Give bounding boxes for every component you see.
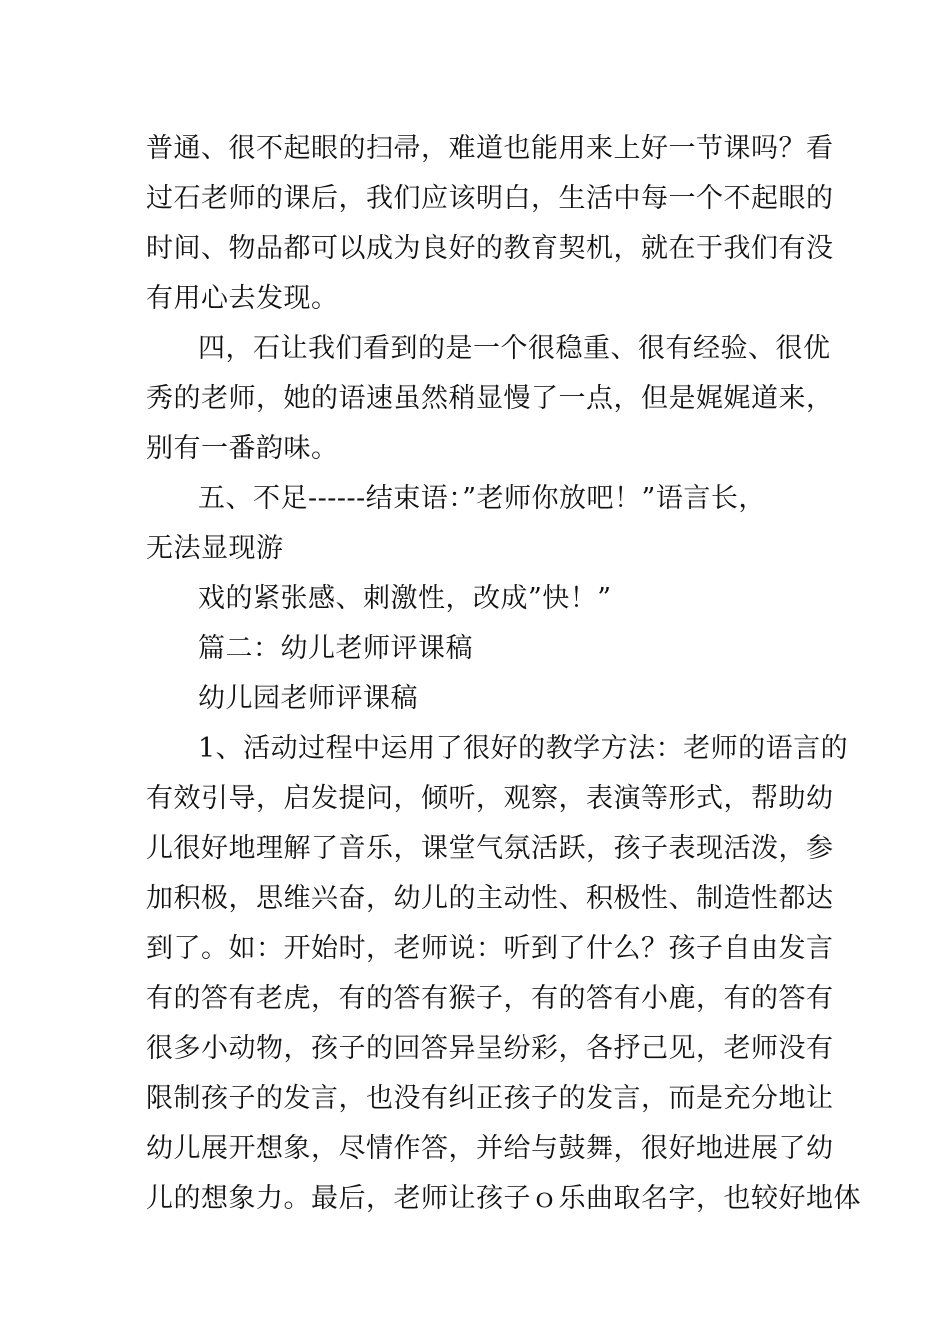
paragraph-start-line: 1、活动过程中运用了很好的教学方法：老师的语言的 xyxy=(198,733,849,764)
text-line: 秀的老师，她的语速虽然稍显慢了一点，但是娓娓道来， xyxy=(146,383,834,414)
section-heading: 篇二：幼儿老师评课稿 xyxy=(198,633,473,664)
text-line: 有用心去发现。 xyxy=(146,283,339,314)
text-line: 时间、物品都可以成为良好的教育契机，就在于我们有没 xyxy=(146,233,834,264)
text-line: 很多小动物，孩子的回答异呈纷彩，各抒己见，老师没有 xyxy=(146,1033,834,1064)
text-line: 别有一番韵味。 xyxy=(146,433,339,464)
section-subheading: 幼儿园老师评课稿 xyxy=(198,683,418,714)
text-line: 儿很好地理解了音乐，课堂气氛活跃，孩子表现活泼，参 xyxy=(146,833,834,864)
text-line: 儿的想象力。最后，老师让孩子ｏ乐曲取名字，也较好地体 xyxy=(146,1183,861,1214)
text-line: 加积极，思维兴奋，幼儿的主动性、积极性、制造性都达 xyxy=(146,883,834,914)
paragraph-start-line: 五、不足------结束语：”老师你放吧！”语言长， xyxy=(198,483,766,514)
text-line: 过石老师的课后，我们应该明白，生活中每一个不起眼的 xyxy=(146,183,834,214)
paragraph-start-line: 四，石让我们看到的是一个很稳重、很有经验、很优 xyxy=(198,333,831,364)
text-line: 戏的紧张感、刺激性，改成”快！” xyxy=(198,583,612,614)
text-line: 有的答有老虎，有的答有猴子，有的答有小鹿，有的答有 xyxy=(146,983,834,1014)
text-line: 有效引导，启发提问，倾听，观察，表演等形式，帮助幼 xyxy=(146,783,834,814)
text-line: 幼儿展开想象，尽情作答，并给与鼓舞，很好地进展了幼 xyxy=(146,1133,834,1164)
text-line: 无法显现游 xyxy=(146,533,284,564)
text-line: 普通、很不起眼的扫帚，难道也能用来上好一节课吗？看 xyxy=(146,133,834,164)
text-line: 到了。如：开始时，老师说：听到了什么？孩子自由发言 xyxy=(146,933,834,964)
text-line: 限制孩子的发言，也没有纠正孩子的发言，而是充分地让 xyxy=(146,1083,834,1114)
